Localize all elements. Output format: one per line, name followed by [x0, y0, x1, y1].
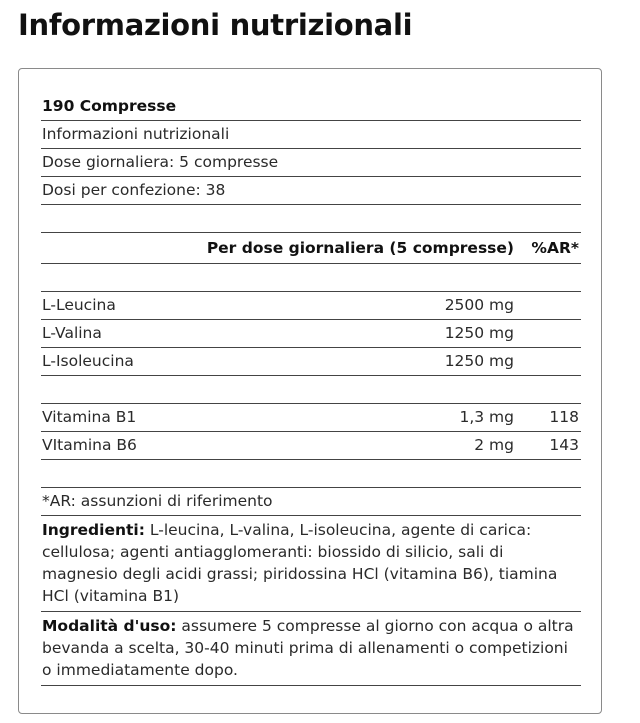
- subtitle-text: Informazioni nutrizionali: [42, 125, 230, 143]
- nutrition-card: [18, 68, 602, 714]
- footnote-text: *AR: assunzioni di riferimento: [42, 492, 273, 510]
- nutrient-dose: 1250 mg: [444, 324, 514, 342]
- ingredients-label: Ingredienti:: [42, 521, 145, 539]
- daily-dose-row: [41, 149, 581, 177]
- table-row: [41, 432, 581, 460]
- nutrient-ar: 118: [549, 408, 579, 426]
- footnote-row: [41, 488, 581, 516]
- col-ar-header: %AR*: [531, 239, 579, 257]
- spacer-row: [41, 376, 581, 404]
- nutrient-name: L-Leucina: [42, 296, 116, 314]
- table-header: [41, 233, 581, 264]
- nutrient-dose: 2500 mg: [444, 296, 514, 314]
- table-row: [41, 320, 581, 348]
- page-title: Informazioni nutrizionali: [18, 8, 413, 42]
- usage-block: [41, 612, 581, 686]
- ingredients-block: [41, 516, 581, 612]
- product-name-text: 190 Compresse: [42, 97, 177, 115]
- usage-text: assumere 5 compresse al giorno con acqua o altra bevanda a scelta, 30-40 minuti prima di allenamenti o competizioni o immediatamente dopo.: [42, 617, 574, 679]
- spacer-row: [41, 460, 581, 488]
- nutrient-name: Vitamina B1: [42, 408, 137, 426]
- nutrient-dose: 1,3 mg: [459, 408, 514, 426]
- nutrient-dose: 1250 mg: [444, 352, 514, 370]
- nutrient-ar: 143: [549, 436, 579, 454]
- usage-label: Modalità d'uso:: [42, 617, 177, 635]
- doses-per-pack-row: [41, 177, 581, 205]
- product-name: [41, 93, 581, 121]
- col-dose-header: Per dose giornaliera (5 compresse): [206, 239, 514, 257]
- spacer-row: [41, 264, 581, 292]
- nutrition-table: [41, 93, 581, 686]
- daily-dose-text: Dose giornaliera: 5 compresse: [42, 153, 279, 171]
- ingredients-text: L-leucina, L-valina, L-isoleucina, agente di carica: cellulosa; agenti antiagglomeranti: biossido di silicio, sali di magnesio degli acidi grassi; piridossina HCl (vitamina B6), tiamina HCl (vitamina B1): [42, 521, 558, 605]
- nutrient-name: VItamina B6: [42, 436, 137, 454]
- spacer-row: [41, 205, 581, 233]
- table-row: [41, 292, 581, 320]
- table-row: [41, 404, 581, 432]
- table-row: [41, 348, 581, 376]
- nutrient-name: L-Valina: [42, 324, 102, 342]
- subtitle-row: [41, 121, 581, 149]
- doses-per-pack-text: Dosi per confezione: 38: [42, 181, 226, 199]
- nutrient-name: L-Isoleucina: [42, 352, 134, 370]
- nutrient-dose: 2 mg: [474, 436, 514, 454]
